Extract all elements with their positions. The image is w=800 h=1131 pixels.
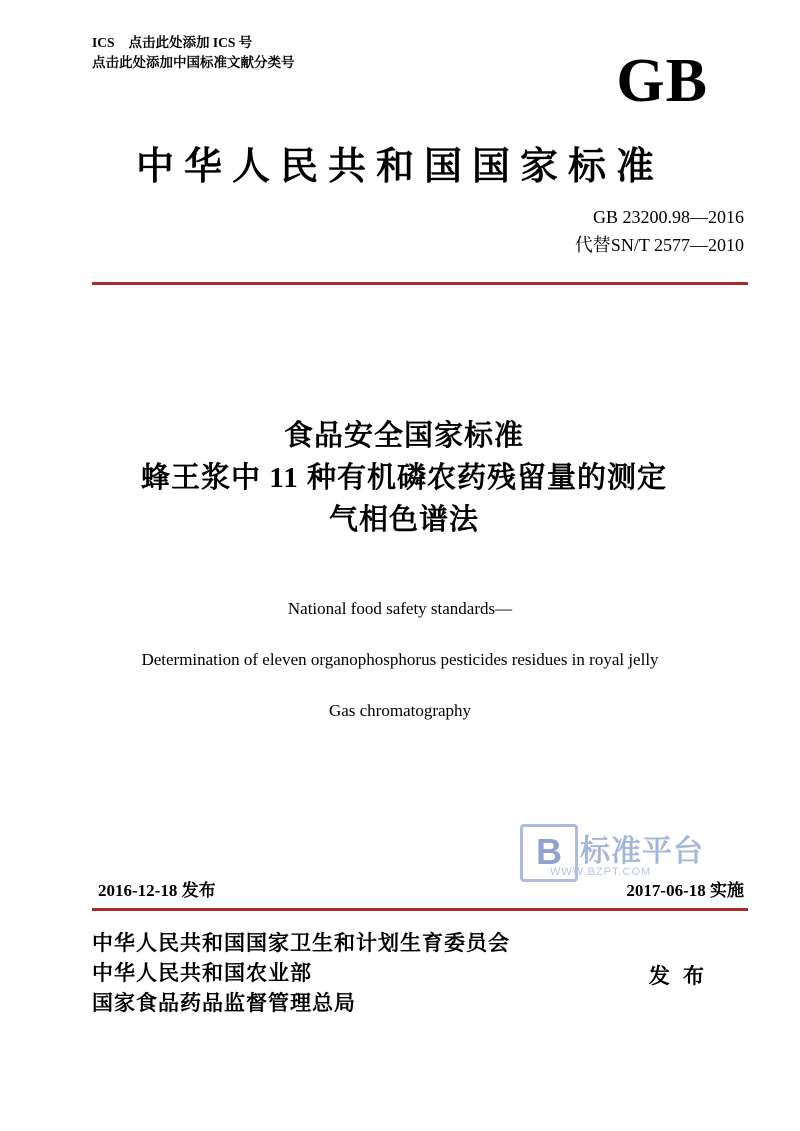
standard-number: GB 23200.98—2016: [592, 207, 744, 227]
classification-line: 点击此处添加中国标准文献分类号: [92, 55, 295, 70]
divider-bottom: [92, 908, 748, 911]
title-en-line-3: Gas chromatography: [328, 701, 472, 720]
gb-logo: GB: [616, 47, 708, 115]
divider-top: [92, 282, 748, 285]
standard-number-block: [575, 203, 744, 259]
page-title: 中华人民共和国国家标准: [135, 146, 664, 188]
watermark-badge-icon: B: [520, 824, 578, 882]
title-en-line-2: Determination of eleven organophosphorus pesticides residues in royal jelly: [141, 650, 659, 669]
issuer-line-2: 中华人民共和国农业部: [92, 961, 312, 985]
issuer-line-1: 中华人民共和国国家卫生和计划生育委员会: [92, 931, 510, 955]
issue-date: 2016-12-18 发布: [98, 881, 216, 900]
watermark-url: WWW.BZPT.COM: [550, 866, 652, 878]
issuer-block: [92, 928, 748, 1018]
title-cn-line-2: 蜂王浆中 11 种有机磷农药残留量的测定: [141, 462, 667, 494]
ics-value: 点击此处添加 ICS 号: [128, 35, 253, 50]
document-title-en: [70, 583, 730, 736]
title-en-line-1: National food safety standards—: [287, 599, 513, 618]
standard-replaces: 代替SN/T 2577—2010: [574, 235, 744, 255]
issue-word: 发 布: [648, 964, 708, 988]
ics-label: ICS: [92, 35, 115, 50]
watermark-text: 标准平台: [580, 835, 704, 868]
document-title-cn: [92, 415, 716, 541]
title-cn-line-3: 气相色谱法: [328, 504, 479, 536]
title-cn-line-1: 食品安全国家标准: [283, 420, 524, 452]
implementation-date: 2017-06-18 实施: [626, 881, 744, 900]
issuer-line-3: 国家食品药品监督管理总局: [92, 991, 356, 1015]
